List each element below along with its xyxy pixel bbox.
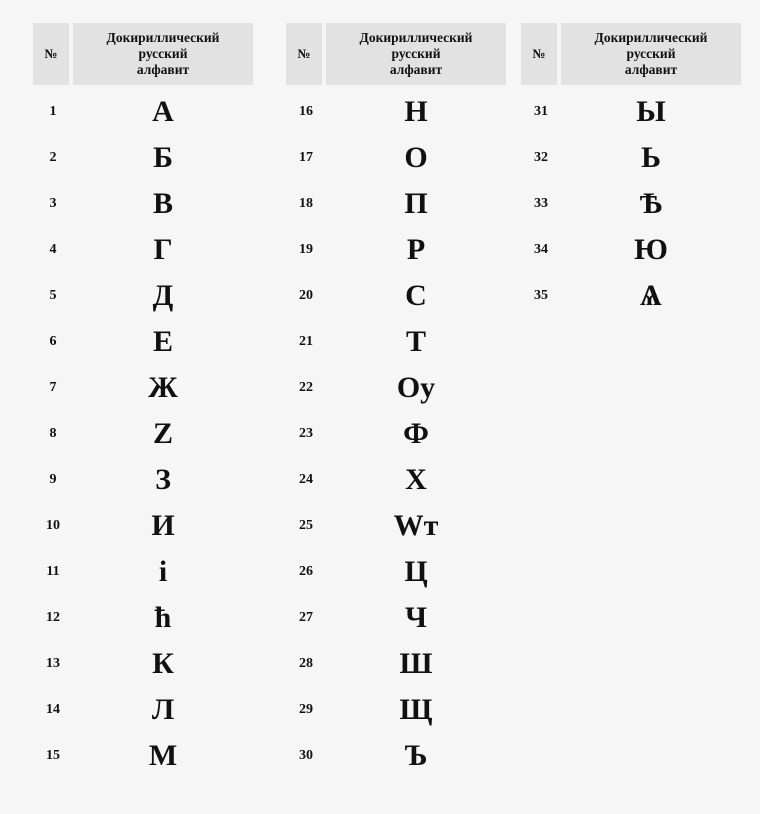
table-body xyxy=(286,89,506,779)
row-number: 29 xyxy=(299,702,313,717)
header-line: Докириллический xyxy=(359,30,473,45)
alphabet-letter: Ζ xyxy=(152,417,173,450)
row-number: 9 xyxy=(49,472,57,487)
alphabet-letter: К xyxy=(152,647,174,680)
alphabet-letter: Ж xyxy=(148,371,178,404)
header-line: алфавит xyxy=(389,62,443,77)
table-row xyxy=(521,181,741,227)
table-row xyxy=(521,273,741,319)
table-row xyxy=(521,227,741,273)
alphabet-table-2 xyxy=(286,23,506,779)
header-line: Докириллический xyxy=(106,30,220,45)
number-column-header: № xyxy=(33,23,69,85)
row-number: 17 xyxy=(299,150,313,165)
header-line: Докириллический xyxy=(594,30,708,45)
alphabet-letter: Б xyxy=(153,141,173,174)
alphabet-table-1 xyxy=(33,23,253,779)
table-row xyxy=(286,273,506,319)
header-line: русский xyxy=(391,46,441,61)
row-number: 24 xyxy=(299,472,313,487)
alphabet-letter: ћ xyxy=(154,601,172,634)
alphabet-letter: Р xyxy=(406,233,426,266)
row-number: 13 xyxy=(46,656,60,671)
row-number: 16 xyxy=(299,104,313,119)
table-row xyxy=(286,319,506,365)
row-number: 35 xyxy=(534,288,548,303)
row-number: 19 xyxy=(299,242,313,257)
table-row xyxy=(33,641,253,687)
alphabet-letter: Т xyxy=(405,325,426,358)
table-row xyxy=(33,457,253,503)
table-header xyxy=(286,23,506,85)
table-row xyxy=(33,273,253,319)
table-row xyxy=(286,549,506,595)
table-body xyxy=(33,89,253,779)
alphabet-letter: Ц xyxy=(404,555,428,588)
alphabet-letter: О xyxy=(404,141,428,174)
table-row xyxy=(33,135,253,181)
table-row xyxy=(286,227,506,273)
row-number: 1 xyxy=(49,104,57,119)
table-row xyxy=(286,457,506,503)
row-number: 33 xyxy=(534,196,548,211)
table-row xyxy=(33,365,253,411)
alphabet-letter: Ы xyxy=(636,95,666,128)
row-number: 12 xyxy=(46,610,60,625)
row-number: 23 xyxy=(299,426,313,441)
alphabet-letter: Щ xyxy=(399,693,433,726)
table-row xyxy=(286,135,506,181)
table-row xyxy=(33,411,253,457)
row-number: 20 xyxy=(299,288,313,303)
row-number: 31 xyxy=(534,104,548,119)
alphabet-letter: Х xyxy=(405,463,427,496)
row-number: 34 xyxy=(534,242,548,257)
alphabet-letter: А xyxy=(152,95,174,128)
alphabet-letter: П xyxy=(404,187,428,220)
alphabet-letter: і xyxy=(158,555,168,588)
table-header xyxy=(521,23,741,85)
alphabet-letter: Ь xyxy=(641,141,661,174)
alphabet-letter: Ѣ xyxy=(639,187,663,220)
table-row xyxy=(33,595,253,641)
row-number: 27 xyxy=(299,610,313,625)
row-number: 25 xyxy=(299,518,313,533)
table-row xyxy=(33,733,253,779)
row-number: 32 xyxy=(534,150,548,165)
alphabet-letter: И xyxy=(151,509,175,542)
alphabet-letter: Ч xyxy=(404,601,428,634)
table-row xyxy=(33,89,253,135)
alphabet-column-header xyxy=(561,23,741,85)
row-number: 7 xyxy=(49,380,57,395)
alphabet-letter: Е xyxy=(152,325,173,358)
row-number: 11 xyxy=(46,564,60,579)
alphabet-column-header xyxy=(326,23,506,85)
row-number: 6 xyxy=(49,334,57,349)
alphabet-letter: Ф xyxy=(403,417,429,450)
alphabet-table-3 xyxy=(521,23,741,319)
alphabet-letter: В xyxy=(152,187,173,220)
row-number: 26 xyxy=(299,564,313,579)
number-column-header: № xyxy=(286,23,322,85)
alphabet-column-header xyxy=(73,23,253,85)
row-number: 8 xyxy=(49,426,57,441)
row-number: 4 xyxy=(49,242,57,257)
row-number: 21 xyxy=(299,334,313,349)
row-number: 3 xyxy=(49,196,57,211)
table-row xyxy=(33,227,253,273)
row-number: 15 xyxy=(46,748,60,763)
table-row xyxy=(286,641,506,687)
table-row xyxy=(33,503,253,549)
table-row xyxy=(33,549,253,595)
alphabet-letter: С xyxy=(405,279,427,312)
row-number: 14 xyxy=(46,702,60,717)
table-row xyxy=(521,135,741,181)
row-number: 22 xyxy=(299,380,313,395)
row-number: 5 xyxy=(49,288,57,303)
table-row xyxy=(286,503,506,549)
number-column-header: № xyxy=(521,23,557,85)
header-line: алфавит xyxy=(136,62,190,77)
table-row xyxy=(286,411,506,457)
header-line: русский xyxy=(138,46,188,61)
alphabet-letter: Wт xyxy=(393,509,439,542)
alphabet-letter: М xyxy=(148,739,178,772)
table-row xyxy=(286,365,506,411)
alphabet-letter: Ѧ xyxy=(640,279,662,312)
table-row xyxy=(286,733,506,779)
alphabet-letter: Г xyxy=(153,233,173,266)
alphabet-letter: Ъ xyxy=(404,739,428,772)
header-line: русский xyxy=(626,46,676,61)
row-number: 18 xyxy=(299,196,313,211)
alphabet-letter: Ю xyxy=(634,233,668,266)
table-row xyxy=(33,687,253,733)
table-body xyxy=(521,89,741,319)
table-row xyxy=(286,181,506,227)
table-row xyxy=(33,181,253,227)
alphabet-letter: Д xyxy=(152,279,174,312)
alphabet-letter: З xyxy=(155,463,171,496)
table-row xyxy=(286,89,506,135)
alphabet-letter: Оу xyxy=(396,371,436,404)
row-number: 2 xyxy=(49,150,57,165)
alphabet-letter: Л xyxy=(151,693,175,726)
row-number: 30 xyxy=(299,748,313,763)
table-row xyxy=(521,89,741,135)
table-row xyxy=(286,687,506,733)
table-row xyxy=(286,595,506,641)
alphabet-letter: Ш xyxy=(399,647,433,680)
header-line: алфавит xyxy=(624,62,678,77)
row-number: 10 xyxy=(46,518,60,533)
row-number: 28 xyxy=(299,656,313,671)
table-row xyxy=(33,319,253,365)
table-header xyxy=(33,23,253,85)
alphabet-letter: Н xyxy=(404,95,428,128)
